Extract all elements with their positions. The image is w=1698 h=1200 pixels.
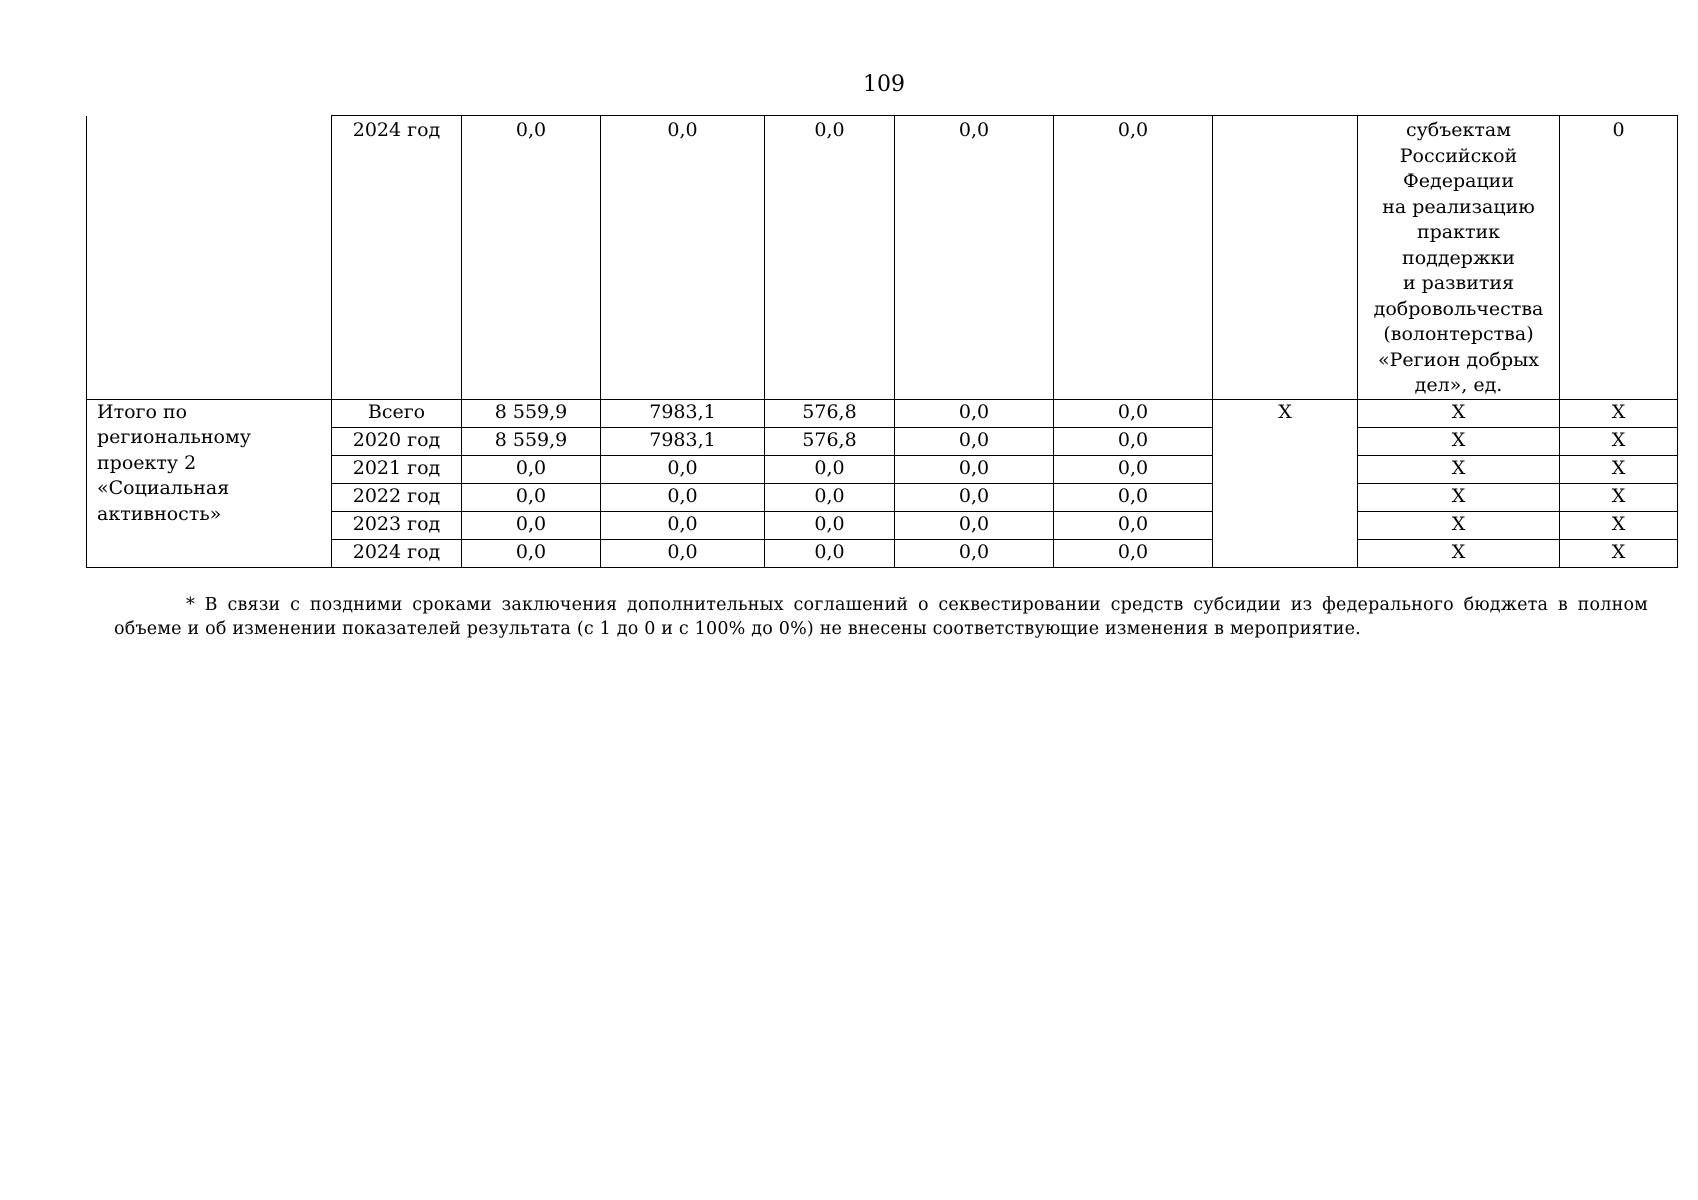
empty-label-cell <box>87 116 332 400</box>
value-cell: 0,0 <box>1054 116 1213 400</box>
value-cell: 0,0 <box>1054 483 1213 511</box>
indicator-description: субъектам Российской Федерации на реализацию практик поддержки и развития добровольчества (волонтерства) «Регион добрых дел», ед. <box>1358 116 1560 400</box>
value-cell: 0,0 <box>895 511 1054 539</box>
budget-table <box>86 115 1678 568</box>
mark-cell: Х <box>1560 511 1678 539</box>
value-cell: 0,0 <box>1054 455 1213 483</box>
value-cell: 0,0 <box>765 483 895 511</box>
mark-cell: Х <box>1560 455 1678 483</box>
page-number: 109 <box>863 72 905 97</box>
mark-cell: Х <box>1358 511 1560 539</box>
value-cell: 0,0 <box>601 116 765 400</box>
value-cell: 7983,1 <box>601 399 765 427</box>
period-cell: 2024 год <box>332 116 462 400</box>
value-cell: 0,0 <box>895 116 1054 400</box>
mark-cell: Х <box>1560 483 1678 511</box>
value-cell: 0,0 <box>601 539 765 567</box>
period-cell: Всего <box>332 399 462 427</box>
value-cell: 8 559,9 <box>462 399 601 427</box>
period-cell: 2022 год <box>332 483 462 511</box>
period-cell: 2023 год <box>332 511 462 539</box>
merged-mark-cell: Х <box>1213 399 1358 567</box>
value-cell: 0,0 <box>765 539 895 567</box>
value-cell: 0,0 <box>1054 427 1213 455</box>
value-cell: 576,8 <box>765 427 895 455</box>
value-cell: 0,0 <box>895 427 1054 455</box>
total-label: Итого по региональному проекту 2 «Социальная активность» <box>87 399 332 567</box>
table-row-top <box>87 116 1678 400</box>
value-cell: 0,0 <box>895 539 1054 567</box>
mark-cell: Х <box>1358 427 1560 455</box>
value-cell: 0,0 <box>765 511 895 539</box>
value-cell: 0,0 <box>765 455 895 483</box>
value-cell: 0,0 <box>765 116 895 400</box>
empty-mark-cell <box>1213 116 1358 400</box>
mark-cell: Х <box>1560 399 1678 427</box>
value-cell: 7983,1 <box>601 427 765 455</box>
value-cell: 0,0 <box>462 539 601 567</box>
value-cell: 0,0 <box>895 399 1054 427</box>
value-cell: 0,0 <box>462 455 601 483</box>
mark-cell: Х <box>1358 483 1560 511</box>
mark-cell: Х <box>1560 539 1678 567</box>
mark-cell: Х <box>1358 455 1560 483</box>
period-cell: 2021 год <box>332 455 462 483</box>
period-cell: 2024 год <box>332 539 462 567</box>
period-cell: 2020 год <box>332 427 462 455</box>
value-cell: 0,0 <box>1054 539 1213 567</box>
value-cell: 0,0 <box>895 455 1054 483</box>
mark-cell: Х <box>1358 539 1560 567</box>
value-cell: 0,0 <box>601 483 765 511</box>
value-cell: 0,0 <box>601 455 765 483</box>
mark-cell: Х <box>1560 427 1678 455</box>
value-cell: 0,0 <box>601 511 765 539</box>
value-cell: 0,0 <box>895 483 1054 511</box>
value-cell: 576,8 <box>765 399 895 427</box>
value-cell: 8 559,9 <box>462 427 601 455</box>
value-cell: 0,0 <box>462 116 601 400</box>
value-cell: 0,0 <box>462 511 601 539</box>
value-cell: 0,0 <box>1054 511 1213 539</box>
indicator-value: 0 <box>1560 116 1678 400</box>
table-row <box>87 399 1678 427</box>
mark-cell: Х <box>1358 399 1560 427</box>
value-cell: 0,0 <box>462 483 601 511</box>
footnote: * В связи с поздними сроками заключения дополнительных соглашений о секвестировании средств субсидии из федерального бюджета в полном объеме и об изменении показателей результата (с 1 до 0 и с 100% до 0%) не внесены соответствующие изменения в мероприятие. <box>114 595 1648 639</box>
value-cell: 0,0 <box>1054 399 1213 427</box>
